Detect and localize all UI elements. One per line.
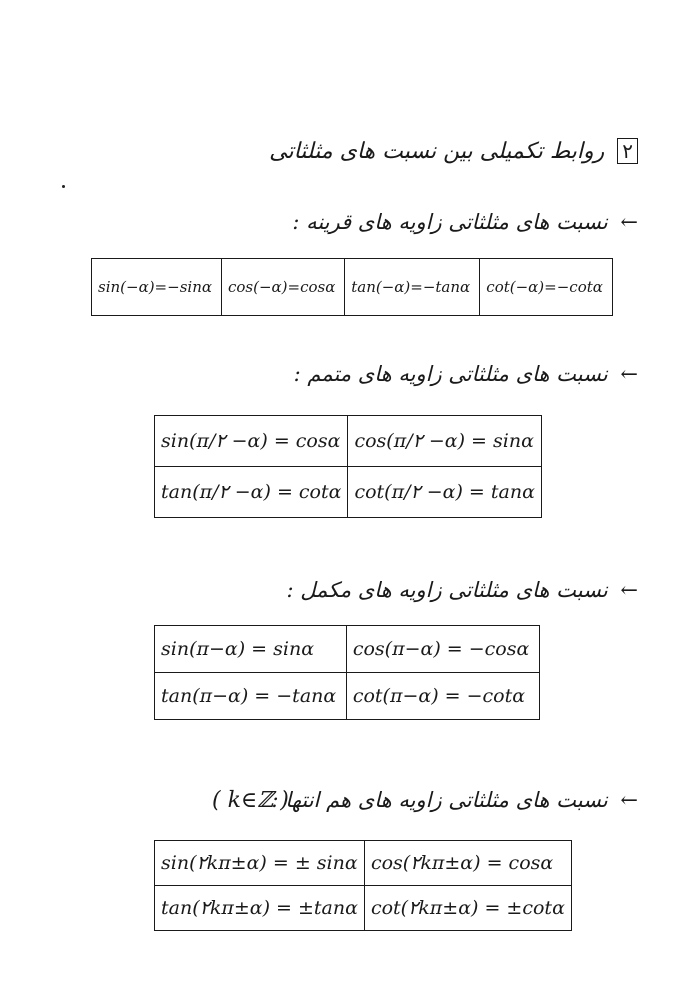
table-row xyxy=(155,886,572,931)
stray-dot xyxy=(62,185,65,188)
formula-cell: sin(−α)=−sinα xyxy=(92,259,222,316)
integer-condition: ( k∈ℤ ) xyxy=(212,788,289,813)
formula-cell: cot(π−α) = −cotα xyxy=(346,673,539,720)
section-heading-complementary: ← نسبت های مثلثاتی زاویه های متمم : xyxy=(293,362,638,386)
arrow-icon: ← xyxy=(620,210,638,234)
arrow-icon: ← xyxy=(620,788,638,812)
table-row xyxy=(155,416,542,467)
formula-cell: tan(π/۲ −α) = cotα xyxy=(155,467,348,518)
formula-cell: cot(−α)=−cotα xyxy=(480,259,613,316)
formula-cell: tan(−α)=−tanα xyxy=(345,259,480,316)
table-row xyxy=(155,467,542,518)
page-title xyxy=(269,138,638,164)
arrow-icon: ← xyxy=(620,362,638,386)
table-row xyxy=(92,259,613,316)
section-heading-supplementary: ← نسبت های مثلثاتی زاویه های مکمل : xyxy=(286,578,638,602)
table-row xyxy=(155,626,540,673)
section-heading-coterminal: ← نسبت های مثلثاتی زاویه های هم انتها : xyxy=(271,788,638,812)
formula-table-coterminal xyxy=(154,840,572,931)
formula-cell: cos(−α)=cosα xyxy=(222,259,345,316)
formula-table-supplementary xyxy=(154,625,540,720)
section-number: ۲ xyxy=(617,138,638,164)
formula-cell: tan(π−α) = −tanα xyxy=(155,673,347,720)
formula-cell: cot(۲kπ±α) = ±cotα xyxy=(364,886,571,931)
formula-cell: tan(۲kπ±α) = ±tanα xyxy=(155,886,365,931)
formula-table-complementary xyxy=(154,415,542,518)
title-text: روابط تکمیلی بین نسبت های مثلثاتی xyxy=(269,139,605,164)
formula-cell: sin(π−α) = sinα xyxy=(155,626,347,673)
formula-cell: cos(π/۲ −α) = sinα xyxy=(348,416,541,467)
formula-cell: cot(π/۲ −α) = tanα xyxy=(348,467,541,518)
section-heading-opposite: ← نسبت های مثلثاتی زاویه های قرینه : xyxy=(292,210,638,234)
table-row xyxy=(155,673,540,720)
formula-table-opposite xyxy=(91,258,613,316)
arrow-icon: ← xyxy=(620,578,638,602)
formula-cell: sin(۲kπ±α) = ± sinα xyxy=(155,841,365,886)
formula-cell: cos(۲kπ±α) = cosα xyxy=(364,841,571,886)
formula-cell: cos(π−α) = −cosα xyxy=(346,626,539,673)
table-row xyxy=(155,841,572,886)
formula-cell: sin(π/۲ −α) = cosα xyxy=(155,416,348,467)
